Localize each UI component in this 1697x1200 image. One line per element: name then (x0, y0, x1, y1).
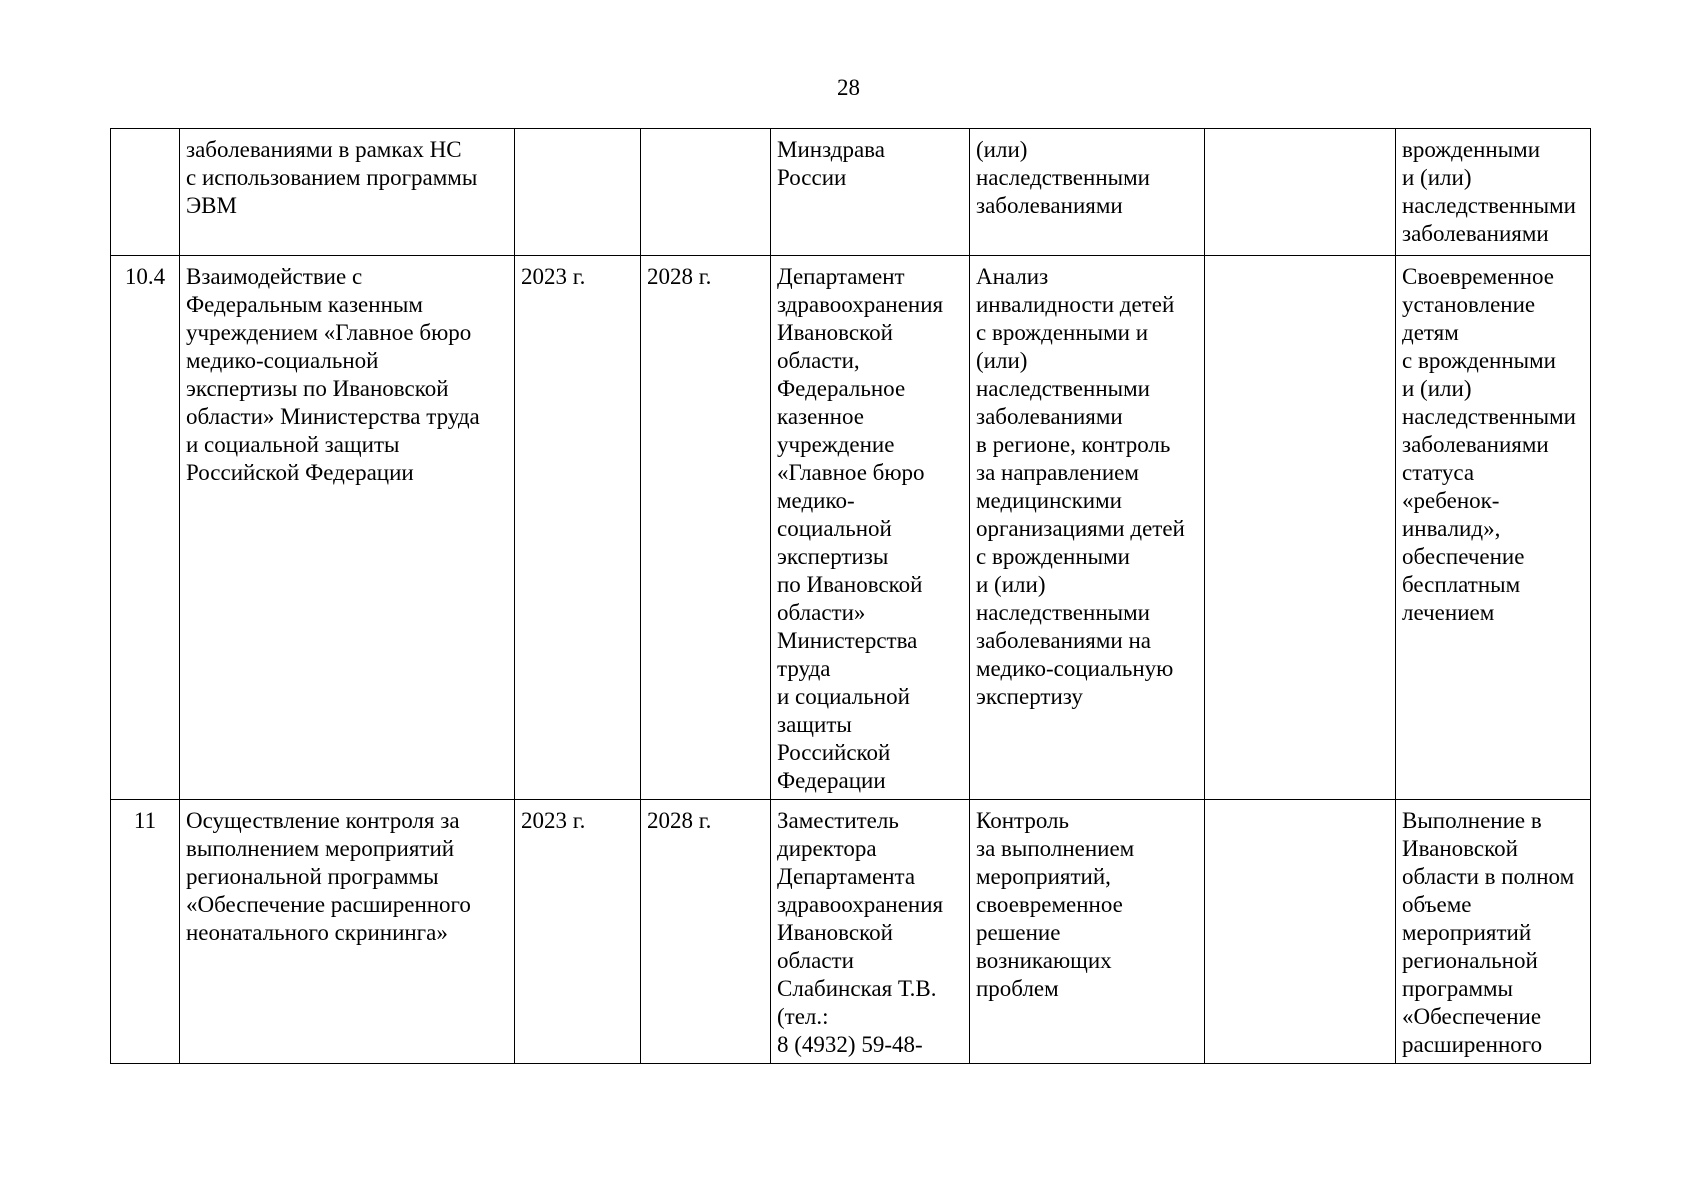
responsible-cell: Департамент здравоохранения Ивановской области, Федеральное казенное учреждение «Главное бюро медико- социальной экспертизы по Ивановской области» Министерства труда и социальной защиты Российской Федерации (771, 256, 970, 800)
content-cell: (или) наследственными заболеваниями (970, 129, 1205, 256)
measures-table (110, 128, 1591, 1064)
end-date-cell: 2028 г. (641, 800, 771, 1064)
row-number-cell (111, 129, 180, 256)
page-number: 28 (837, 75, 860, 100)
row-number-cell: 11 (111, 800, 180, 1064)
start-date-cell (515, 129, 641, 256)
extra-cell (1205, 800, 1396, 1064)
content-cell: Анализ инвалидности детей с врожденными и (или) наследственными заболеваниями в регионе, контроль за направлением медицинскими организациями детей с врожденными и (или) наследственными заболеваниями на медико-социальную экспертизу (970, 256, 1205, 800)
responsible-cell: Заместитель директора Департамента здравоохранения Ивановской области Слабинская Т.В. (тел.: 8 (4932) 59-48- (771, 800, 970, 1064)
activity-cell: Взаимодействие с Федеральным казенным учреждением «Главное бюро медико-социальной экспертизы по Ивановской области» Министерства труда и социальной защиты Российской Федерации (180, 256, 515, 800)
activity-cell: Осуществление контроля за выполнением мероприятий региональной программы «Обеспечение расширенного неонатального скрининга» (180, 800, 515, 1064)
start-date-cell: 2023 г. (515, 256, 641, 800)
end-date-cell (641, 129, 771, 256)
activity-cell: заболеваниями в рамках НС с использованием программы ЭВМ (180, 129, 515, 256)
content-cell: Контроль за выполнением мероприятий, своевременное решение возникающих проблем (970, 800, 1205, 1064)
table-row (111, 129, 1591, 256)
result-cell: Выполнение в Ивановской области в полном объеме мероприятий региональной программы «Обеспечение расширенного (1396, 800, 1591, 1064)
end-date-cell: 2028 г. (641, 256, 771, 800)
extra-cell (1205, 256, 1396, 800)
responsible-cell: Минздрава России (771, 129, 970, 256)
table-row (111, 256, 1591, 800)
row-number-cell: 10.4 (111, 256, 180, 800)
result-cell: врожденными и (или) наследственными заболеваниями (1396, 129, 1591, 256)
extra-cell (1205, 129, 1396, 256)
result-cell: Своевременное установление детям с врожденными и (или) наследственными заболеваниями статуса «ребенок- инвалид», обеспечение бесплатным лечением (1396, 256, 1591, 800)
table-row (111, 800, 1591, 1064)
start-date-cell: 2023 г. (515, 800, 641, 1064)
